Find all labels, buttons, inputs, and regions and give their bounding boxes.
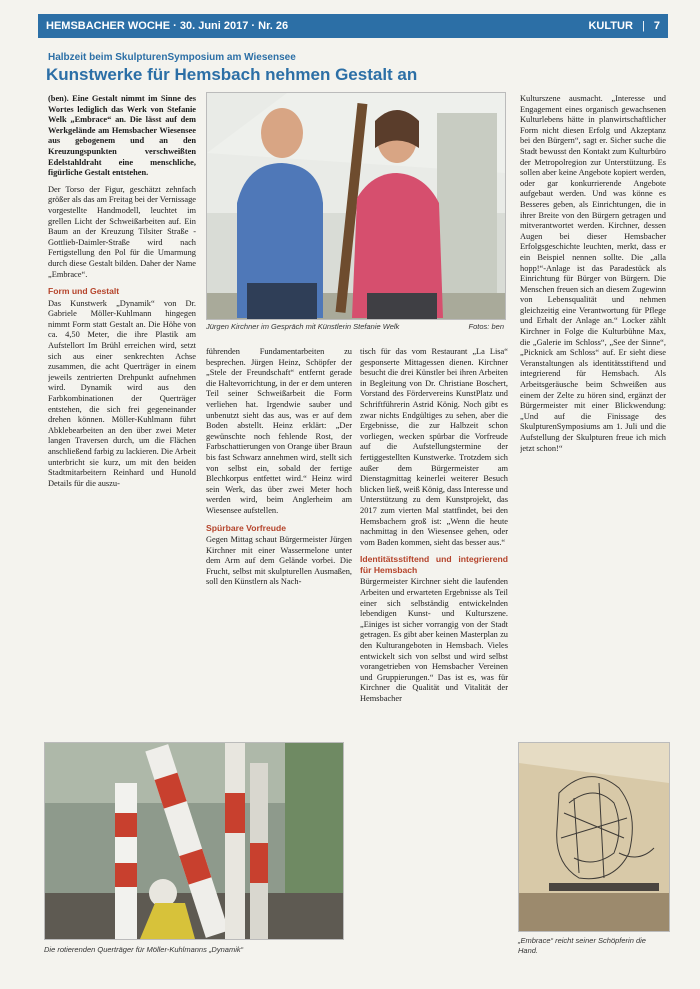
- paragraph: Kulturszene ausmacht. „Interesse und Engagement eines organisch gewachsenen Kulturlebens hätte in planwirtschaftlicher Form nicht diesen Erfolg und Akzeptanz bei den Bürgern“, sagt er. Sicher suche die Stadt bewusst den Kontakt zum Kulturbüro der Metropolregion zur Unterstützung. Es sollen aber keine Angebote kopiert werden, oder gar konkurrierende Angebote aufgebaut werden. Und was könne es Besseres geben, als Einrichtungen, die in ihrer Breite von den Bürgern getragen und mitverantwortet werden. Kirchner, dessen Augen bei dieser Hemsbacher Erfolgsgeschichte leuchten, merkt, dass er ein Beispiel nennen sollte. Die „alla hopp!“-Anlage ist das Paradestück als Einrichtung für Bürger von Bürgern. Die Menschen freuen sich an diesem Zugewinn von Lebensqualität und nehmen gleichzeitig eine Verantwortung für Pflege und Erhalt der Anlage an.“ Locker zählt Kirchner in Folge die Kulturbühne Max, die „Galerie im Schloss“, „See der Sinne“, „Picknick am Schloss“ auf. Er sieht diese Veranstaltungen als identitätsstiftend und integrierend für Hemsbach. Als Arbeitsgeräusche beim Schweißen aus einem der Zelte zu hören sind, ergänzt der Bürgermeister mit einer Blickwendung: „Und auf die Finissage des SkulpturenSymposiums am 1. Juli und die Aufstellung der Skulpturen freue ich mich jetzt schon!“: [520, 94, 666, 453]
- header-separator: ·: [251, 20, 259, 32]
- page-header: [38, 14, 668, 38]
- photo-caption-bottom-right: „Embrace“ reicht seiner Schöpferin die Hand.: [518, 936, 646, 955]
- article-headline: Kunstwerke für Hemsbach nehmen Gestalt an: [46, 65, 418, 84]
- subheading-identitaetsstiftend: Identitätsstiftend und integrierend für Hemsbach: [360, 554, 508, 575]
- article-column-4: [520, 94, 666, 734]
- paragraph: Der Torso der Figur, geschätzt zehnfach größer als das am Freitag bei der Vernissage vorgestellte Handmodell, leuchtet im grellen Licht der Schweißarbeiten auf. Ein Baum an der Kreuzung Tilsiter Straße - Gottlieb-Daimler-Straße wird nach Fertigstellung den Pol für die Umarmung durch diese Gestalt bilden. Daher der Name „Embrace“.: [48, 184, 196, 279]
- article-kicker: Halbzeit beim SkulpturenSymposium am Wiesensee: [48, 52, 296, 63]
- paragraph: führenden Fundamentarbeiten zu besprechen. Jürgen Heinz, Schöpfer der „Stele der Freundschaft“ entfernt gerade die Haltevorrichtung, in der er dem unteren Teil seiner Schweißarbeit die Form verliehen hat. Irgendwie sauber und unbenutzt sieht das aus, was er auf dem Boden abstellt. Heinz erklärt: „Der gewünschte noch fehlende Rost, der Farbschattierungen von Orange über Braun bis fast Schwarz annehmen wird, stellt sich von selbst ein, sobald der fertige Blechkorpus entfettet wird.“ Heinz wird sein Werk, das über zwei Meter hoch werden wird, beim Anglerheim am Wiesensee aufstellen.: [206, 347, 352, 515]
- paragraph: tisch für das vom Restaurant „La Lisa“ gesponserte Mittagessen dienen. Kirchner besucht die drei Künstler bei ihren Arbeiten in Begleitung von Dr. Christiane Boschert, Vorstand des Fördervereins KunstPlatz und Schriftführerin Astrid König. Noch gibt es zwar nichts Endgültiges zu sehen, aber die Ergebnisse, die zur Halbzeit schon vorliegen, wecken spürbar die Vorfreude auf die Aufstellungstermine der fertiggestellten Kunstwerke. Trotzdem sich außer dem Bürgermeister am Dienstagmittag keinerlei weiterer Besuch blicken ließ, weiß König, dass Interesse und Unterstützung zu dem Kunstprojekt, das 2017 zum vierten Mal stattfindet, bei den Hemsbachern groß ist: „Wenn die heute nachmittag in den Wiesensee gehen, oder vom Baden kommen, sieht das besser aus.“: [360, 347, 508, 547]
- photo-caption-top: [206, 322, 504, 331]
- paragraph: Gegen Mittag schaut Bürgermeister Jürgen Kirchner mit einer Wassermelone unter dem Arm auf dem Gelände vorbei. Die Frucht, selbst mit skulpturellen Ausmaßen, soll den Künstlern als Nach-: [206, 535, 352, 587]
- photo-kirchner-welk: [206, 92, 506, 320]
- photo-illustration: [519, 743, 669, 931]
- subheading-form-und-gestalt: Form und Gestalt: [48, 286, 120, 297]
- photo-embrace-sculpture: [518, 742, 670, 932]
- header-separator: ·: [173, 20, 180, 32]
- page-number: 7: [653, 20, 660, 32]
- issue-number: Nr. 26: [258, 20, 289, 32]
- article-lead: (ben). Eine Gestalt nimmt im Sinne des Wortes lediglich das Werk von Stefanie Welk „Embrace“ an. Die lässt auf dem Werkgelände am Hemsbacher Wiesensee aus gebogenem und an den Kreuzungspunkten verschweißten Edelstahldraht eine menschliche, figürliche Gestalt entstehen.: [48, 94, 196, 178]
- photo-dynamik-traversen: [44, 742, 344, 940]
- section-separator: |: [641, 20, 645, 32]
- subheading-spuerbare-vorfreude: Spürbare Vorfreude: [206, 522, 287, 533]
- photo-illustration: [207, 93, 505, 319]
- publication-name: HEMSBACHER WOCHE: [46, 20, 171, 32]
- caption-text: Jürgen Kirchner im Gespräch mit Künstlerin Stefanie Welk: [206, 322, 400, 331]
- photo-credit: Fotos: ben: [468, 322, 504, 331]
- article-column-1: [48, 94, 196, 739]
- section-info: [588, 20, 660, 32]
- photo-illustration: [45, 743, 343, 939]
- publication-info: [46, 20, 288, 32]
- photo-caption-bottom-left: Die rotierenden Querträger für Möller-Kuhlmanns „Dynamik“: [44, 945, 244, 954]
- issue-date: 30. Juni 2017: [179, 20, 249, 32]
- article-column-3: [360, 347, 508, 989]
- section-name: KULTUR: [588, 20, 633, 32]
- article-column-2: [206, 347, 352, 739]
- paragraph: Bürgermeister Kirchner sieht die laufenden Arbeiten und erwarteten Ergebnisse als Teil einer sich selbständig entwickelnden lebendigen Kunst- und Kulturszene. „Einiges ist sicher vorrangig von der Stadt getragen. Es gibt aber keinen Masterplan zu den Kulturangeboten in Hemsbach. Vieles entwickelt sich von selbst und wird selbst vorangetrieben von Hemsbacher Vereinen und Gruppierungen.“ Das ist es, was für Kirchner die Qualität und Vitalität der Hemsbacher: [360, 577, 508, 703]
- paragraph: Das Kunstwerk „Dynamik“ von Dr. Gabriele Möller-Kuhlmann hingegen nimmt Form statt Gestalt an. Die Höhe von ca. 4,50 Meter, die ihre Plastik am Aufstellort Im Brühl erreichen wird, setzt sich aus einer senkrechten Achse zusammen, die acht Querträger in einem jeweils zentrierten Drehpunkt aufnehmen wird. Dynamik wird aus den Farbkombinationen der Querträger entstehen, die sich frei gegeneinander drehen können. Möller-Kuhlmann führt Abklebearbeiten an den über zwei Meter langen Traversen durch, um die Flächen anschließend farbig zu lackieren. Die Arbeit unterbricht sie kurz, um mit den beiden Stadtmitarbeitern Reinhard und Hunold Details für die auszu-: [48, 298, 196, 488]
